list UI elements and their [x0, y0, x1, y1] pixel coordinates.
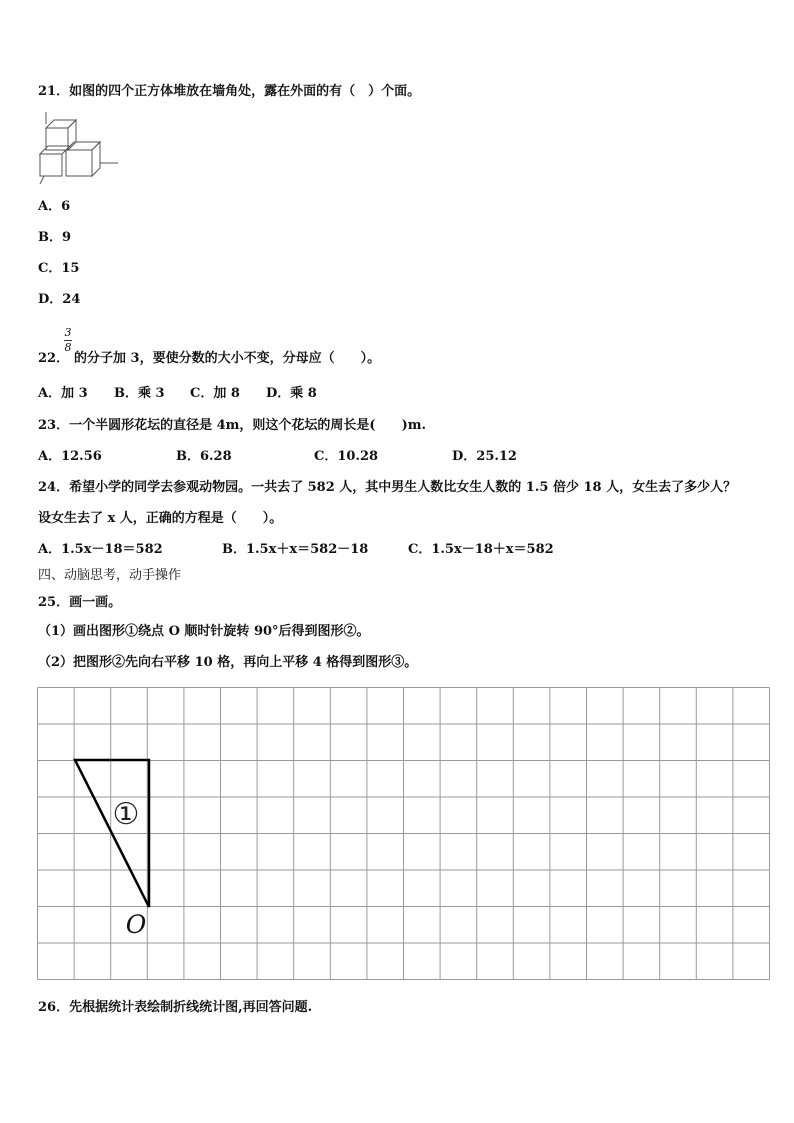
q23-option-c: C．10.28 [314, 449, 379, 464]
drawing-grid [37, 687, 770, 983]
q21-option-a: A．6 [38, 199, 71, 214]
q23-option-a: A．12.56 [38, 449, 102, 464]
figure-1-label: ① [112, 797, 140, 832]
stacked-cubes-figure [36, 112, 120, 186]
q22-option-d: D．乘 8 [266, 386, 317, 401]
q23-option-b: B．6.28 [176, 449, 232, 464]
point-o-label: O [125, 910, 147, 939]
q21-option-c: C．15 [38, 261, 80, 276]
q21-option-b: B．9 [38, 230, 72, 245]
q22-text: 的分子加 3，要使分数的大小不变，分母应（ ）。 [74, 351, 381, 366]
q22-fraction-numerator: 3 [64, 326, 72, 339]
q24-text-line2: 设女生去了 x 人，正确的方程是（ ）。 [38, 511, 283, 526]
q22-fraction [63, 327, 73, 354]
q24-option-b: B．1.5x＋x＝582－18 [222, 542, 369, 557]
q22-fraction-denominator: 8 [64, 341, 72, 354]
q24-option-c: C．1.5x－18＋x＝582 [408, 542, 554, 557]
q22-prefix: 22． [38, 351, 70, 366]
q21-option-d: D．24 [38, 292, 81, 307]
q24-text-line1: 24．希望小学的同学去参观动物园。一共去了 582 人，其中男生人数比女生人数的 1.5 倍少 18 人，女生去了多少人？ [38, 480, 737, 495]
q23-option-d: D．25.12 [452, 449, 517, 464]
q24-option-a: A．1.5x－18＝582 [38, 542, 163, 557]
q25-title: 25．画一画。 [38, 595, 122, 610]
q25-part2: （2）把图形②先向右平移 10 格，再向上平移 4 格得到图形③。 [38, 655, 418, 670]
section-title: 四、动脑思考，动手操作 [38, 568, 182, 583]
q22-option-b: B．乘 3 [114, 386, 165, 401]
q25-part1: （1）画出图形①绕点 O 顺时针旋转 90°后得到图形②。 [38, 624, 370, 639]
q26-text: 26．先根据统计表绘制折线统计图,再回答问题. [38, 1000, 313, 1015]
q23-text: 23．一个半圆形花坛的直径是 4m，则这个花坛的周长是( )m. [38, 418, 427, 433]
q22-option-a: A．加 3 [38, 386, 88, 401]
q22-option-c: C．加 8 [190, 386, 240, 401]
q21-text: 21．如图的四个正方体堆放在墙角处，露在外面的有（ ）个面。 [38, 84, 421, 99]
